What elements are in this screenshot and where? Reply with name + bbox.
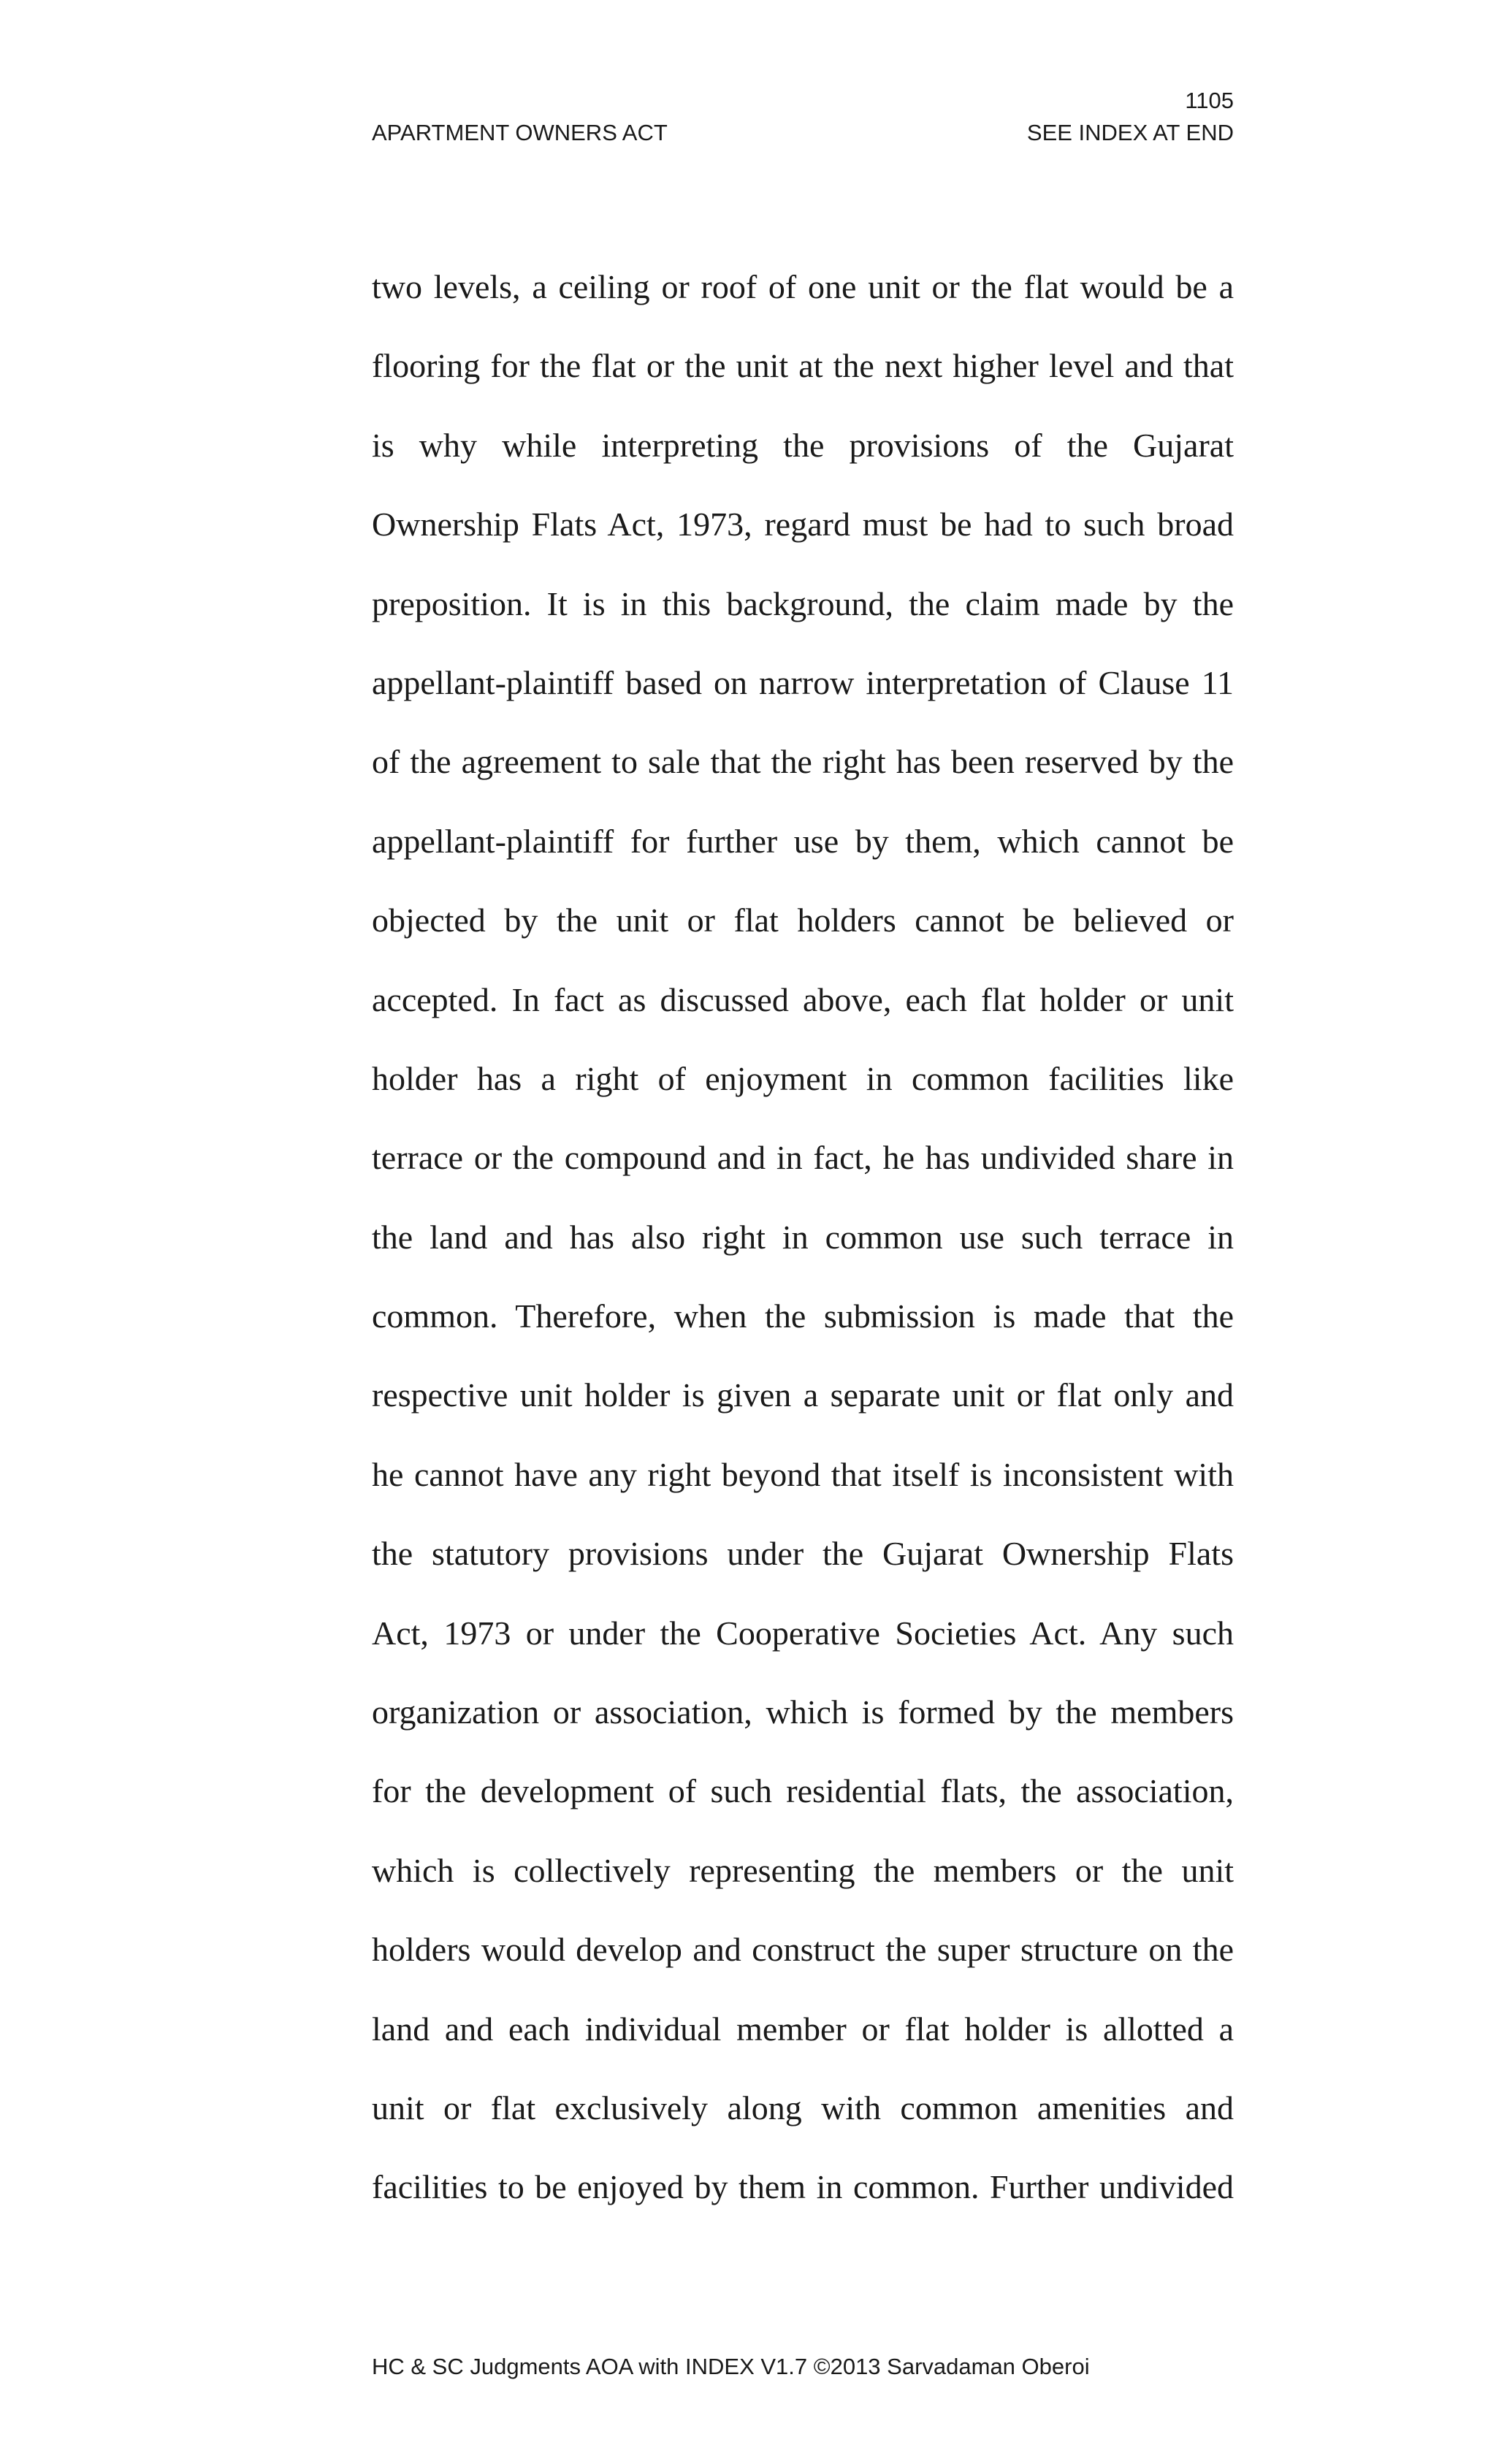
text-line: Act, 1973 or under the Cooperative Societies Act. Any such [372,1614,1234,1652]
text-line: Ownership Flats Act, 1973, regard must be had to such broad [372,506,1234,543]
text-line: respective unit holder is given a separate unit or flat only and [372,1376,1234,1414]
body-text [372,258,1234,2238]
text-line: which is collectively representing the members or the unit [372,1851,1234,1889]
text-line: facilities to be enjoyed by them in common. Further undivided [372,2168,1234,2206]
page-number: 1105 [1185,88,1234,113]
text-line: flooring for the flat or the unit at the next higher level and that [372,347,1234,385]
text-line: the statutory provisions under the Gujarat Ownership Flats [372,1535,1234,1573]
text-line: holder has a right of enjoyment in common facilities like [372,1059,1234,1097]
text-line: organization or association, which is formed by the members [372,1693,1234,1731]
text-line: unit or flat exclusively along with common amenities and [372,2089,1234,2127]
text-line: preposition. It is in this background, the claim made by the [372,584,1234,622]
header-index-note: SEE INDEX AT END [1026,120,1234,145]
text-line: of the agreement to sale that the right has been reserved by the [372,743,1234,781]
text-line: common. Therefore, when the submission is made that the [372,1297,1234,1335]
text-line: terrace or the compound and in fact, he has undivided share in [372,1139,1234,1177]
text-line: appellant-plaintiff for further use by them, which cannot be [372,822,1234,860]
text-line: accepted. In fact as discussed above, each flat holder or unit [372,980,1234,1018]
running-header [372,118,1234,148]
text-line: objected by the unit or flat holders cannot be believed or [372,901,1234,939]
text-line: the land and has also right in common use such terrace in [372,1218,1234,1256]
text-line: is why while interpreting the provisions of the Gujarat [372,426,1234,464]
text-line: appellant-plaintiff based on narrow interpretation of Clause 11 [372,663,1234,701]
text-line: for the development of such residential flats, the association, [372,1772,1234,1810]
text-line: two levels, a ceiling or roof of one unit or the flat would be a [372,268,1234,305]
header-title: APARTMENT OWNERS ACT [372,120,668,145]
text-line: land and each individual member or flat holder is allotted a [372,2010,1234,2048]
text-line: he cannot have any right beyond that itself is inconsistent with [372,1455,1234,1493]
text-line: holders would develop and construct the super structure on the [372,1931,1234,1969]
page-footer: HC & SC Judgments AOA with INDEX V1.7 ©2013 Sarvadaman Oberoi [372,2354,1090,2379]
